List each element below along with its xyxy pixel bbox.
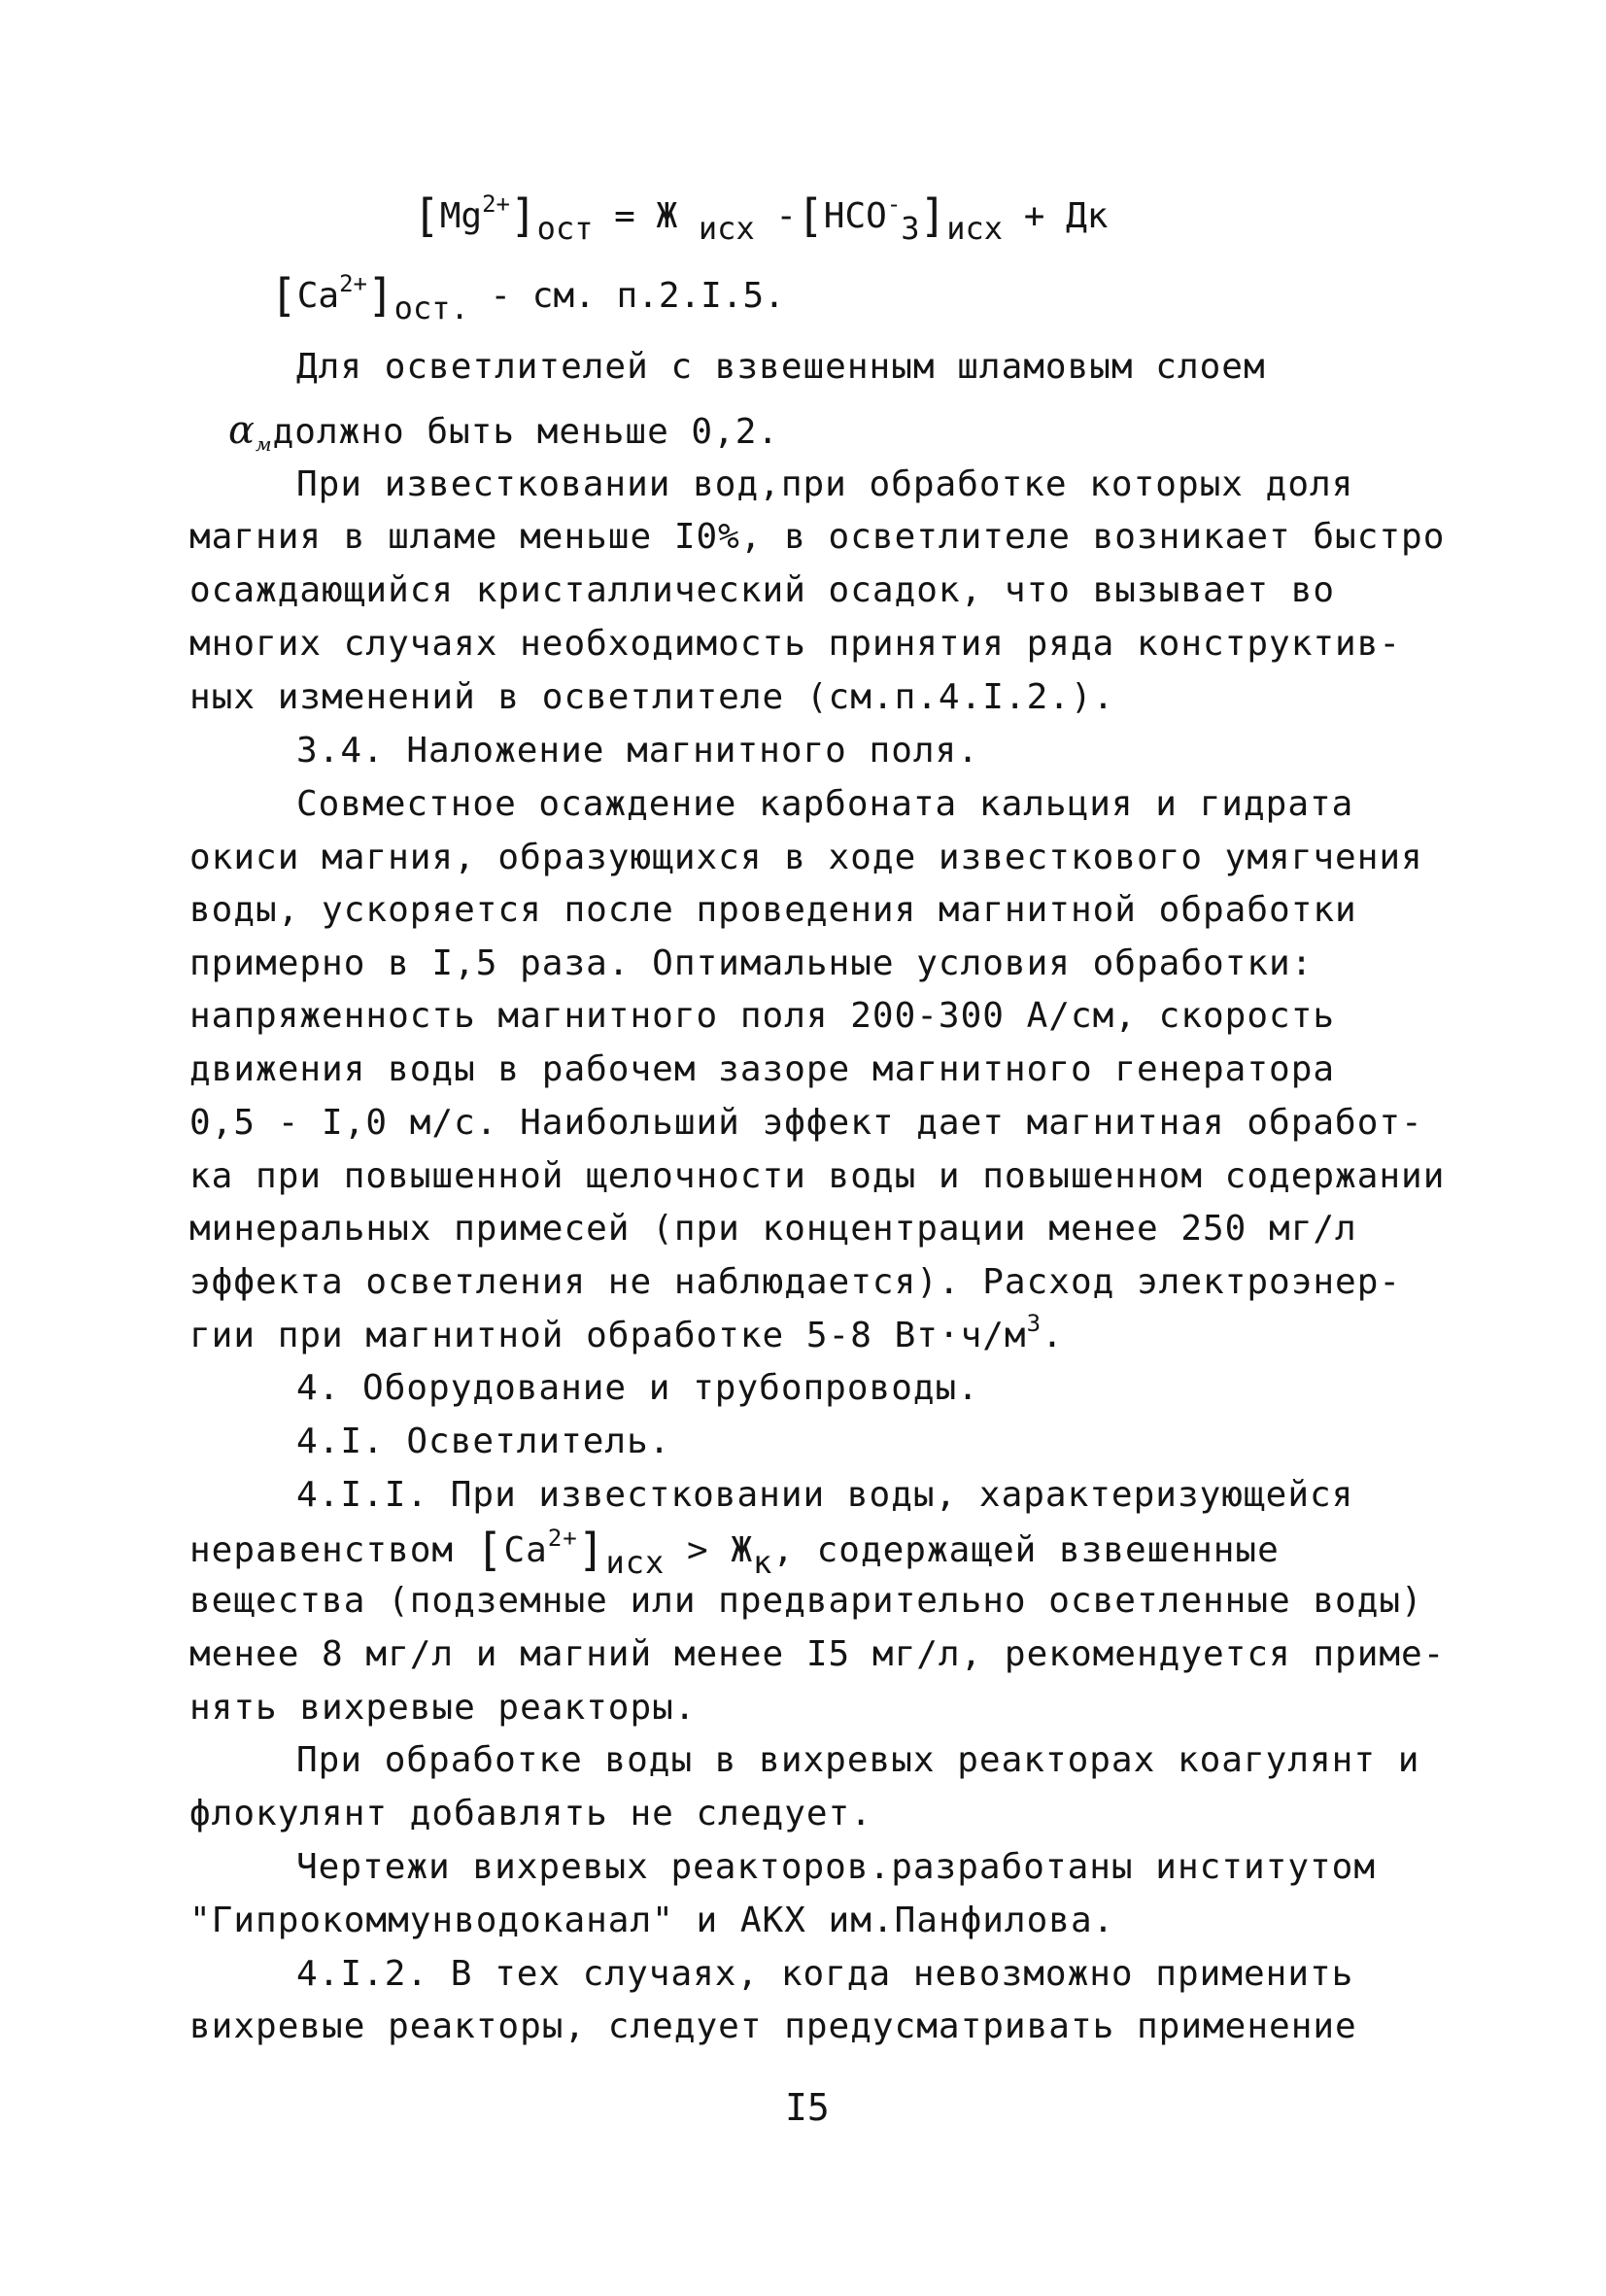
text-line: Чертежи вихревых реакторов.разработаны институтом	[296, 1847, 1377, 1887]
text-line: минеральных примесей (при концентрации менее 250 мг/л	[189, 1209, 1357, 1249]
section-heading: 3.4. Наложение магнитного поля.	[296, 731, 979, 771]
text-line: окиси магния, образующихся в ходе известкового умягчения	[189, 838, 1423, 877]
section-heading: 4.I. Осветлитель.	[296, 1422, 671, 1461]
text-line: При известковании вод,при обработке которых доля	[296, 464, 1354, 504]
text-line: нять вихревые реакторы.	[189, 1688, 697, 1728]
formula-ca-residual: $[Ca^{2+}]_{ост.}$ - см. п.2.I.5.	[270, 269, 785, 326]
text-line: движения воды в рабочем зазоре магнитного генератора	[189, 1049, 1336, 1089]
text-line: воды, ускоряется после проведения магнитной обработки	[189, 890, 1357, 930]
formula-mg-residual: $[Mg^{2+}]_{ост} = Ж$ $_{исх}$ $-[HCO^-_3]_{исх}$ + Дк	[413, 189, 1109, 247]
text-line: 4.I.2. В тех случаях, когда невозможно применить	[296, 1954, 1354, 1994]
section-heading: 4. Оборудование и трубопроводы.	[296, 1368, 979, 1408]
text-line: ных изменений в осветлителе (см.п.4.I.2.).	[189, 677, 1115, 717]
text-line: 0,5 - I,0 м/с. Наибольший эффект дает магнитная обработ-	[189, 1103, 1423, 1143]
text-line: осаждающийся кристаллический осадок, что вызывает во	[189, 570, 1336, 610]
text-line: "Гипрокоммунводоканал" и АКХ им.Панфилова.	[189, 1901, 1115, 1940]
alpha-line: $\alpha_мдолжно$ быть меньше 0,2.	[228, 408, 780, 456]
text-line: напряженность магнитного поля 200-300 А/см, скорость	[189, 996, 1336, 1036]
text-line: вещества (подземные или предварительно осветленные воды)	[189, 1581, 1423, 1621]
text-line: При обработке воды в вихревых реакторах коагулянт и	[296, 1740, 1420, 1780]
inequality-line: неравенством $[Ca^{2+}]_{исх} > Ж_к$, содержащей взвешенные	[189, 1524, 1280, 1581]
text-line: флокулянт добавлять не следует.	[189, 1794, 872, 1833]
text-line: магния в шламе меньше I0%, в осветлителе возникает быстро	[189, 517, 1446, 557]
text-line: Совместное осаждение карбоната кальция и гидрата	[296, 784, 1354, 824]
text-line: гии при магнитной обработке 5-8 $Вт\cdot ч/м^3$.	[189, 1310, 1064, 1355]
text-line: менее 8 мг/л и магний менее I5 мг/л, рекомендуется приме-	[189, 1634, 1446, 1674]
text-line: примерно в I,5 раза. Оптимальные условия обработки:	[189, 943, 1314, 983]
text-line: многих случаях необходимость принятия ряда конструктив-	[189, 624, 1402, 664]
alpha-symbol: $\alpha_м$	[228, 408, 273, 456]
text-line: эффекта осветления не наблюдается). Расход электроэнер-	[189, 1262, 1402, 1302]
text-line: ка при повышенной щелочности воды и повышенном содержании	[189, 1156, 1446, 1196]
page-number: I5	[785, 2086, 830, 2129]
text-line: вихревые реакторы, следует предусматривать применение	[189, 2006, 1357, 2046]
text-line: Для осветлителей с взвешенным шламовым слоем	[296, 347, 1266, 387]
text-line: 4.I.I. При известковании воды, характеризующейся	[296, 1475, 1354, 1515]
